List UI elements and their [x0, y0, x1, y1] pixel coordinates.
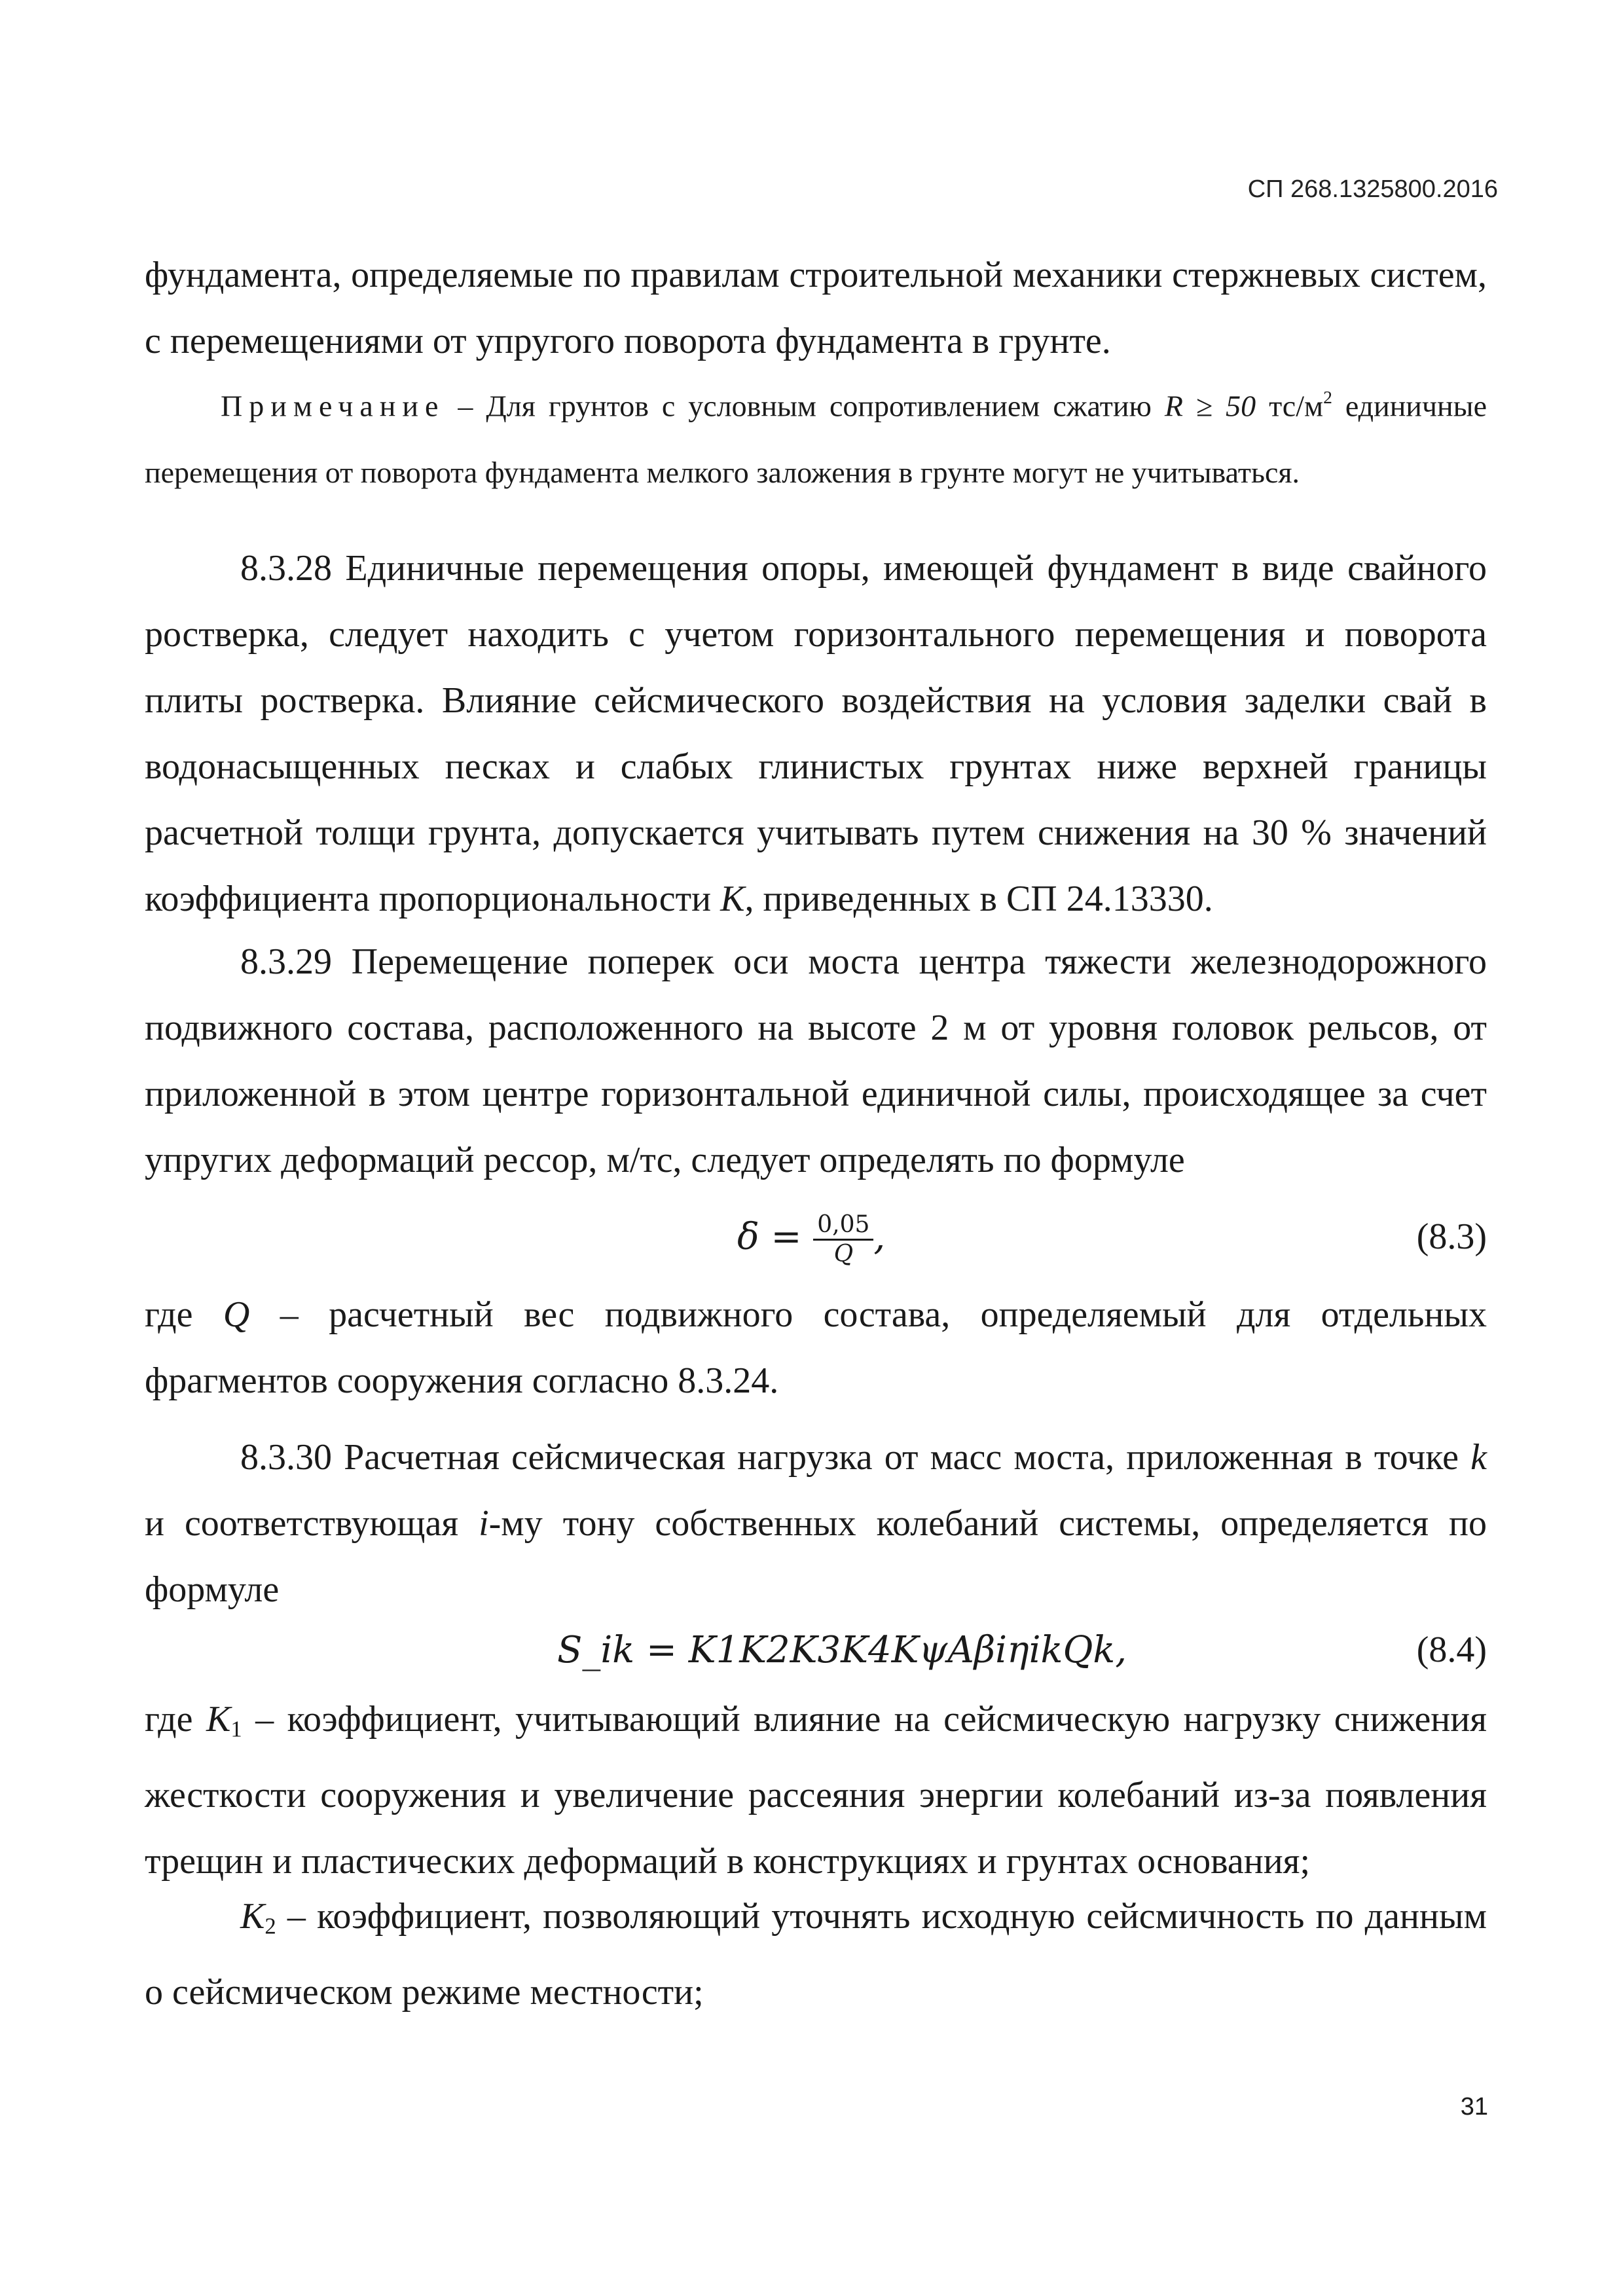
note-text-before: – Для грунтов с условным сопротивлением сжатию [445, 389, 1165, 423]
formula-8-3-numerator: 0,05 [813, 1211, 873, 1241]
definition-k2-symbol: K [240, 1896, 265, 1937]
definition-k2-text: – коэффициент, позволяющий уточнять исходную сейсмичность по данным о сейсмическом режиме местности; [145, 1896, 1487, 2013]
definition-k1-text: – коэффициент, учитывающий влияние на сейсмическую нагрузку снижения жесткости сооружения и увеличение рассеяния энергии колебаний из-за появления трещин и пластических деформаций в конструкциях и грунтах основания; [145, 1699, 1487, 1882]
formula-8-4-line [145, 1617, 1487, 1683]
definition-k2 [145, 1884, 1487, 2026]
note-label: Примечание [221, 389, 445, 423]
clause-8-3-30-symbol-i: i [479, 1503, 489, 1544]
where-8-3-prefix: где [145, 1294, 223, 1335]
where-8-3 [145, 1282, 1487, 1414]
clause-8-3-29: 8.3.29 Перемещение поперек оси моста центра тяжести железнодорожного подвижного состава, расположенного на высоте 2 м от уровня головок рельсов, от приложенной в этом центре горизонтальной единичной силы, происходящее за счет упругих деформаций рессор, м/тс, следует определять по формуле [145, 941, 1487, 1180]
document-code: СП 268.1325800.2016 [1247, 175, 1498, 203]
formula-8-4-number: (8.4) [1416, 1630, 1487, 1670]
formula-8-3-trail: , [873, 1216, 886, 1258]
note-text-after: единичные перемещения от поворота фундамента мелкого заложения в грунте могут не учитываться. [145, 389, 1487, 490]
clause-8-3-28 [145, 536, 1487, 932]
definition-k1-prefix: где [145, 1699, 206, 1740]
paragraph-continuation: фундамента, определяемые по правилам строительной механики стержневых систем, с перемещениями от упругого поворота фундамента в грунте. [145, 255, 1487, 361]
clause-8-3-28-text-before: 8.3.28 Единичные перемещения опоры, имеющей фундамент в виде свайного ростверка, следует находить с учетом горизонтального перемещения и поворота плиты ростверка. Влияние сейсмического воздействия на условия заделки свай в водонасыщенных песках и слабых глинистых грунтах ниже верхней границы расчетной толщи грунта, допускается учитывать путем снижения на 30 % значений коэффициента пропорциональности [145, 548, 1487, 919]
clause-8-3-30-text-after: -му тону собственных колебаний системы, определяется по формуле [145, 1503, 1487, 1610]
formula-8-3-lhs: δ = [737, 1216, 814, 1258]
formula-8-3-denominator: Q [833, 1241, 854, 1267]
definition-k1-sub: 1 [230, 1716, 242, 1742]
clause-8-3-30-text-before: 8.3.30 Расчетная сейсмическая нагрузка от масс моста, приложенная в точке [240, 1437, 1471, 1478]
clause-8-3-28-text-after: , приведенных в СП 24.13330. [744, 879, 1213, 919]
formula-8-4: S_ik = K1K2K3K4KψAβiηikQk, [557, 1629, 1127, 1671]
where-8-3-text: – расчетный вес подвижного состава, определяемый для отдельных фрагментов сооружения согласно 8.3.24. [145, 1294, 1487, 1401]
formula-8-3 [737, 1204, 885, 1270]
clause-8-3-30-text-middle: и соответствующая [145, 1503, 479, 1544]
formula-8-3-number: (8.3) [1416, 1216, 1487, 1257]
formula-8-3-fraction [813, 1211, 873, 1268]
definition-k1 [145, 1686, 1487, 1895]
note-unit: тс/м [1269, 389, 1324, 423]
clause-8-3-30 [145, 1425, 1487, 1623]
note-condition: R ≥ 50 [1164, 389, 1256, 423]
definition-k2-sub: 2 [264, 1913, 276, 1939]
where-8-3-symbol: Q [223, 1294, 250, 1335]
definition-k1-symbol: K [206, 1699, 231, 1740]
page-number: 31 [1460, 2093, 1488, 2121]
clause-8-3-30-symbol-k: k [1470, 1437, 1487, 1478]
formula-8-3-line [145, 1204, 1487, 1270]
note-unit-sup: 2 [1323, 387, 1332, 407]
clause-8-3-28-symbol: K [720, 879, 745, 919]
note-block [145, 364, 1487, 506]
